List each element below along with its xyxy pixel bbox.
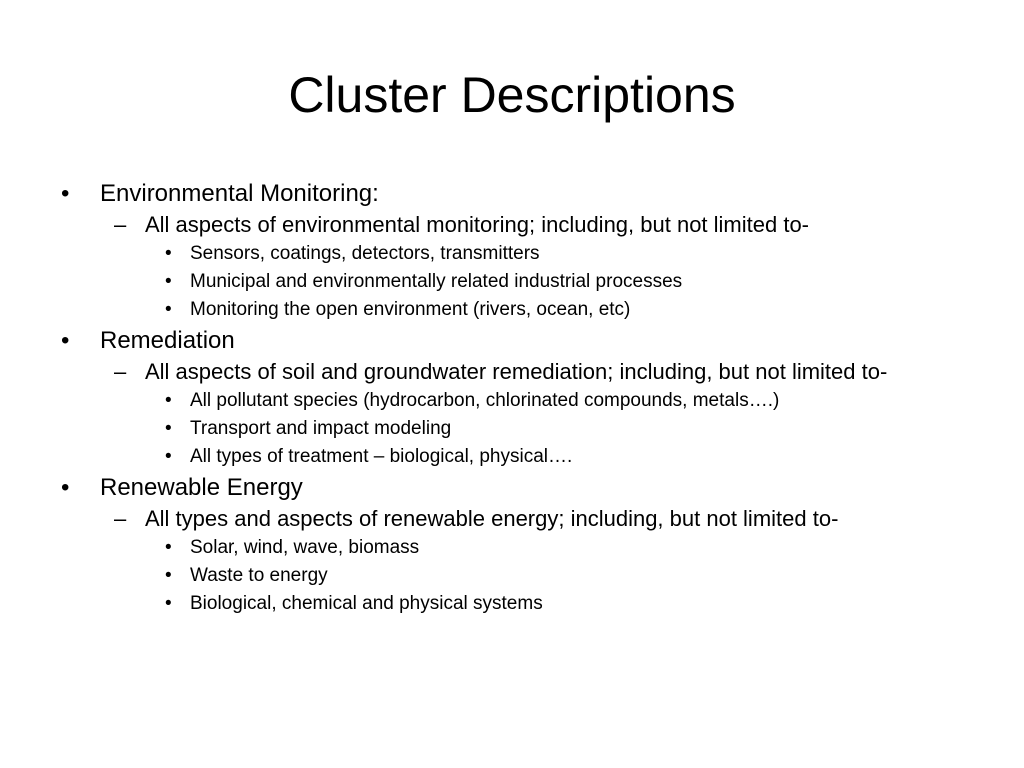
bullet-dot-icon: • — [165, 243, 172, 264]
list-item — [57, 388, 977, 413]
dash-icon: – — [114, 359, 127, 384]
bullet-remediation — [57, 326, 977, 356]
sub-bullet — [57, 212, 977, 238]
list-item — [57, 591, 977, 616]
dash-icon: – — [114, 212, 127, 237]
list-item — [57, 297, 977, 322]
bullet-dot-icon: • — [61, 474, 70, 501]
list-item-text: Sensors, coatings, detectors, transmitters — [190, 243, 540, 264]
bullet-dot-icon: • — [61, 327, 70, 354]
bullet-dot-icon: • — [165, 446, 172, 467]
list-item-text: Biological, chemical and physical systems — [190, 593, 543, 614]
list-item — [57, 416, 977, 441]
bullet-dot-icon: • — [165, 565, 172, 586]
bullet-dot-icon: • — [61, 180, 70, 207]
list-item — [57, 444, 977, 469]
bullet-environmental-monitoring — [57, 179, 977, 209]
sub-bullet — [57, 359, 977, 385]
bullet-text: Environmental Monitoring: — [100, 180, 379, 207]
bullet-renewable-energy — [57, 473, 977, 503]
list-item — [57, 535, 977, 560]
list-item-text: Monitoring the open environment (rivers, ocean, etc) — [190, 299, 631, 320]
bullet-dot-icon: • — [165, 418, 172, 439]
sub-bullet-text: All aspects of soil and groundwater remediation; including, but not limited to- — [145, 359, 888, 384]
list-item-text: Solar, wind, wave, biomass — [190, 537, 420, 558]
list-item-text: Transport and impact modeling — [190, 418, 452, 439]
list-item-text: All types of treatment – biological, physical…. — [190, 446, 573, 467]
list-item-text: All pollutant species (hydrocarbon, chlorinated compounds, metals….) — [190, 390, 780, 411]
list-item-text: Municipal and environmentally related industrial processes — [190, 271, 683, 292]
sub-bullet-text: All aspects of environmental monitoring; including, but not limited to- — [145, 212, 810, 237]
bullet-dot-icon: • — [165, 593, 172, 614]
dash-icon: – — [114, 506, 127, 531]
bullet-list — [57, 179, 977, 616]
bullet-dot-icon: • — [165, 390, 172, 411]
list-item-text: Waste to energy — [190, 565, 328, 586]
list-item — [57, 241, 977, 266]
list-item — [57, 563, 977, 588]
bullet-text: Remediation — [100, 327, 235, 354]
sub-bullet-text: All types and aspects of renewable energy; including, but not limited to- — [145, 506, 839, 531]
slide-title: Cluster Descriptions — [288, 67, 736, 123]
bullet-dot-icon: • — [165, 299, 172, 320]
bullet-text: Renewable Energy — [100, 474, 303, 501]
bullet-dot-icon: • — [165, 537, 172, 558]
bullet-dot-icon: • — [165, 271, 172, 292]
list-item — [57, 269, 977, 294]
sub-bullet — [57, 506, 977, 532]
